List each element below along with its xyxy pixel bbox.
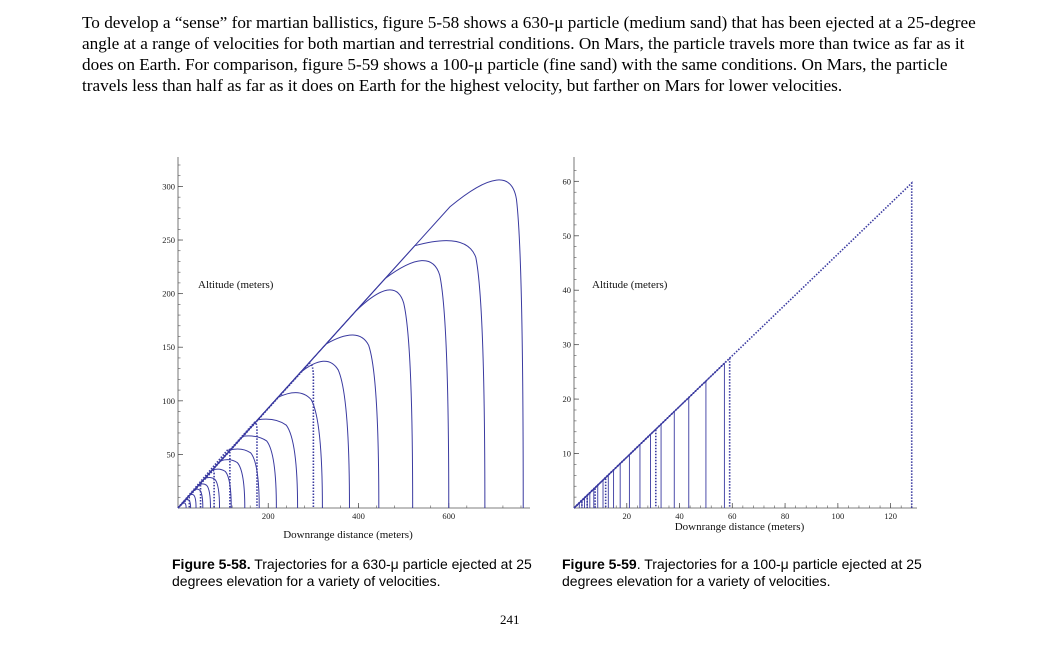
figure-5-58-chart (150, 150, 540, 550)
y-axis-title: Altitude (meters) (198, 279, 274, 291)
figure-5-59-chart (550, 150, 930, 550)
y-tick-label: 250 (162, 235, 175, 246)
mars-trajectory (178, 361, 349, 508)
mars-trajectory (178, 478, 220, 508)
x-tick-label: 400 (352, 511, 365, 521)
body-paragraph: To develop a “sense” for martian ballistics, figure 5-58 shows a 630-μ particle (medium sand) that has been ejected at a 25-degree angle at a range of velocities for both martian and terrestrial conditions. On Mars, the particle travels more than twice as far as it does on Earth. For comparison, figure 5-59 shows a 100-μ particle (fine sand) with the same conditions. On Mars, the particle travels less than half as far as it does on Earth for the highest velocity, but farther on Mars for lower velocities. (82, 13, 976, 95)
x-axis-title: Downrange distance (meters) (674, 521, 805, 533)
figure-5-59-caption (562, 556, 942, 590)
mars-trajectory (178, 436, 276, 508)
y-tick-label: 200 (162, 288, 175, 299)
figure-5-58-caption (172, 556, 552, 590)
mars-trajectory (178, 469, 231, 508)
y-tick-label: 10 (562, 448, 571, 459)
x-tick-label: 60 (728, 511, 737, 521)
y-axis-title: Altitude (meters) (592, 279, 668, 291)
x-axis-title: Downrange distance (meters) (283, 529, 413, 541)
y-tick-label: 20 (562, 394, 571, 405)
page-number: 241 (500, 612, 520, 627)
y-tick-label: 40 (562, 285, 571, 296)
mars-trajectory (178, 460, 245, 508)
y-tick-label: 50 (166, 449, 175, 460)
x-tick-label: 80 (780, 511, 790, 521)
y-tick-label: 50 (562, 230, 571, 241)
y-tick-label: 60 (562, 176, 571, 187)
x-tick-label: 40 (675, 511, 684, 521)
figure-5-59 (550, 150, 930, 550)
figure-5-58-caption-label: Figure 5-58. (172, 556, 251, 572)
y-tick-label: 300 (162, 181, 175, 192)
x-tick-label: 100 (831, 511, 845, 521)
mars-trajectory (178, 449, 259, 508)
figure-5-59-caption-text: . Trajectories for a 100-μ particle ejected at 25 degrees elevation for a variety of velocities. (562, 556, 922, 589)
figure-5-59-caption-label: Figure 5-59 (562, 556, 637, 572)
x-tick-label: 200 (261, 511, 275, 521)
y-tick-label: 30 (562, 339, 571, 350)
mars-trajectory (178, 290, 413, 508)
figure-5-58-caption-text: Trajectories for a 630-μ particle ejected at 25 degrees elevation for a variety of velocities. (172, 556, 532, 589)
x-tick-label: 20 (622, 511, 632, 521)
earth-trajectory (574, 183, 912, 508)
x-tick-label: 120 (884, 511, 897, 521)
y-tick-label: 150 (162, 342, 175, 353)
x-tick-label: 600 (442, 511, 456, 521)
figure-5-58 (150, 150, 540, 550)
y-tick-label: 100 (162, 395, 175, 406)
